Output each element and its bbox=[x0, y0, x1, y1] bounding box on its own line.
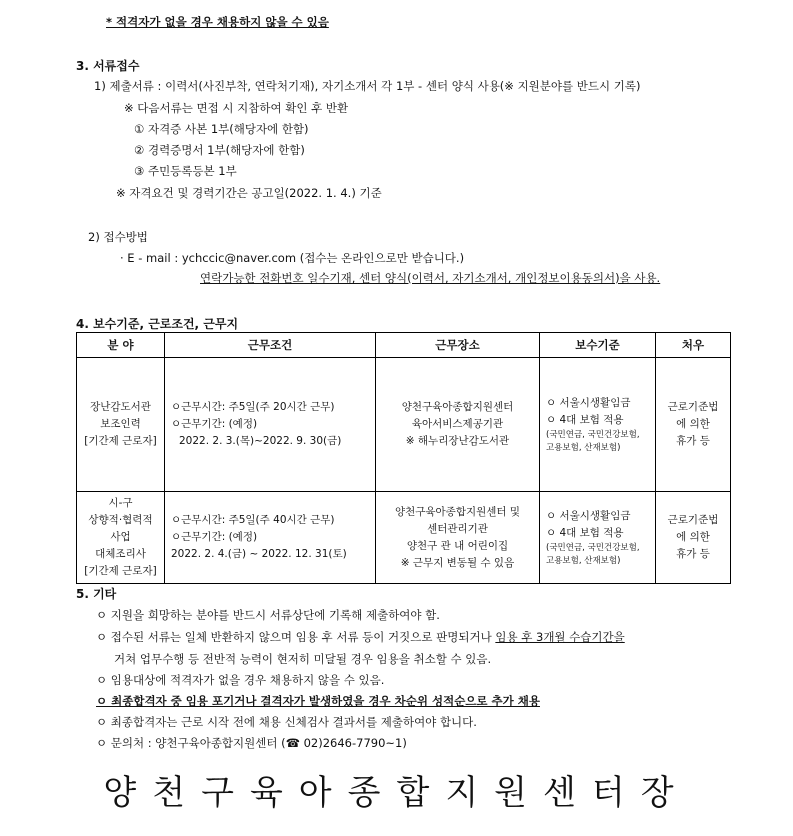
submit-method: 2) 접수방법 bbox=[88, 230, 148, 244]
submit-documents: 1) 제출서류 : 이력서(사진부착, 연락처기재), 자기소개서 각 1부 - 센터 양식 사용(※ 지원분야를 반드시 기록) bbox=[94, 79, 641, 93]
field-cell: 장난감도서관 보조인력 [기간제 근로자] bbox=[77, 358, 165, 492]
pay-cell: ㅇ 서울시생활임금 ㅇ 4대 보험 적용 (국민연금, 국민건강보험, 고용보험, 산재보험) bbox=[540, 358, 656, 492]
section-5-title: 5. 기타 bbox=[76, 587, 117, 601]
table-header-row bbox=[77, 333, 731, 358]
table-row bbox=[77, 358, 731, 492]
interview-docs-note: ※ 다음서류는 면접 시 지참하여 확인 후 반환 bbox=[124, 101, 349, 115]
eligibility-note: ※ 자격요건 및 경력기간은 공고일(2022. 1. 4.) 기준 bbox=[116, 186, 382, 200]
doc-item-2: ② 경력증명서 1부(해당자에 한함) bbox=[134, 143, 305, 157]
field-cell: 시-구 상향적·협력적 사업 대체조리사 [기간제 근로자] bbox=[77, 492, 165, 584]
treatment-cell: 근로기준법 에 의한 휴가 등 bbox=[656, 492, 731, 584]
table-row bbox=[77, 492, 731, 584]
conditions-cell: ㅇ근무시간: 주5일(주 40시간 근무) ㅇ근무기간: (예정) 2022. 2. 4.(금) ~ 2022. 12. 31(토) bbox=[165, 492, 376, 584]
email-note: 연락가능한 전화번호 일수기재, 센터 양식(이력서, 자기소개서, 개인정보이용동의서)을 사용. bbox=[200, 271, 661, 285]
issuer-signature: 양천구육아종합지원센터장 bbox=[103, 773, 690, 813]
place-cell: 양천구육아종합지원센터 및 센터관리기관 양천구 관 내 어린이집 ※ 근무지 변동될 수 있음 bbox=[376, 492, 540, 584]
doc-item-1: ① 자격증 사본 1부(해당자에 한함) bbox=[134, 122, 309, 136]
doc-item-3: ③ 주민등록등본 1부 bbox=[134, 164, 237, 178]
place-cell: 양천구육아종합지원센터 육아서비스제공기관 ※ 해누리장난감도서관 bbox=[376, 358, 540, 492]
treatment-cell: 근로기준법 에 의한 휴가 등 bbox=[656, 358, 731, 492]
other-item-2: ㅇ 접수된 서류는 일체 반환하지 않으며 임용 후 서류 등이 거짓으로 판명되거나 임용 후 3개월 수습기간을 bbox=[96, 630, 625, 644]
other-item-2-cont: 거쳐 업무수행 등 전반적 능력이 현저히 미달될 경우 임용을 취소할 수 있음. bbox=[114, 652, 492, 666]
header-place: 근무장소 bbox=[376, 333, 540, 358]
conditions-cell: ㅇ근무시간: 주5일(주 20시간 근무) ㅇ근무기간: (예정) 2022. 2. 3.(목)~2022. 9. 30(금) bbox=[165, 358, 376, 492]
other-item-4: ㅇ 최종합격자 중 임용 포기거나 결격자가 발생하였을 경우 차순위 성적순으로 추가 채용 bbox=[96, 694, 540, 708]
other-item-3: ㅇ 임용대상에 적격자가 없을 경우 채용하지 않을 수 있음. bbox=[96, 673, 385, 687]
contact-info: ㅇ 문의처 : 양천구육아종합지원센터 (☎ 02)2646-7790~1) bbox=[96, 736, 407, 750]
email-line: · E - mail : ychccic@naver.com (접수는 온라인으로만 받습니다.) bbox=[120, 251, 465, 265]
conditions-table bbox=[76, 332, 731, 584]
pay-cell: ㅇ 서울시생활임금 ㅇ 4대 보험 적용 (국민연금, 국민건강보험, 고용보험, 산재보험) bbox=[540, 492, 656, 584]
header-pay: 보수기준 bbox=[540, 333, 656, 358]
notice-top: * 적격자가 없을 경우 채용하지 않을 수 있음 bbox=[106, 15, 329, 29]
header-treatment: 처우 bbox=[656, 333, 731, 358]
header-field: 분 야 bbox=[77, 333, 165, 358]
section-4-title: 4. 보수기준, 근로조건, 근무지 bbox=[76, 317, 239, 331]
other-item-5: ㅇ 최종합격자는 근로 시작 전에 채용 신체검사 결과서를 제출하여야 합니다. bbox=[96, 715, 477, 729]
section-3-title: 3. 서류접수 bbox=[76, 59, 140, 73]
header-conditions: 근무조건 bbox=[165, 333, 376, 358]
other-item-1: ㅇ 지원을 희망하는 분야를 반드시 서류상단에 기록해 제출하여야 함. bbox=[96, 608, 440, 622]
